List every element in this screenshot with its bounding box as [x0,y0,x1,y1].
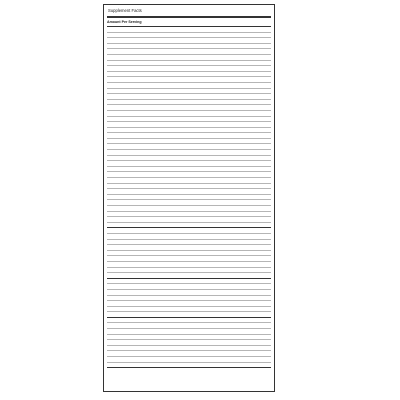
supplement-facts-panel [103,4,275,392]
serving-header: Amount Per Serving [107,20,142,24]
footnote-line [107,379,271,385]
footnotes [107,367,271,389]
nutrient-rows [107,27,271,368]
panel-title: Supplement Facts [108,8,142,13]
